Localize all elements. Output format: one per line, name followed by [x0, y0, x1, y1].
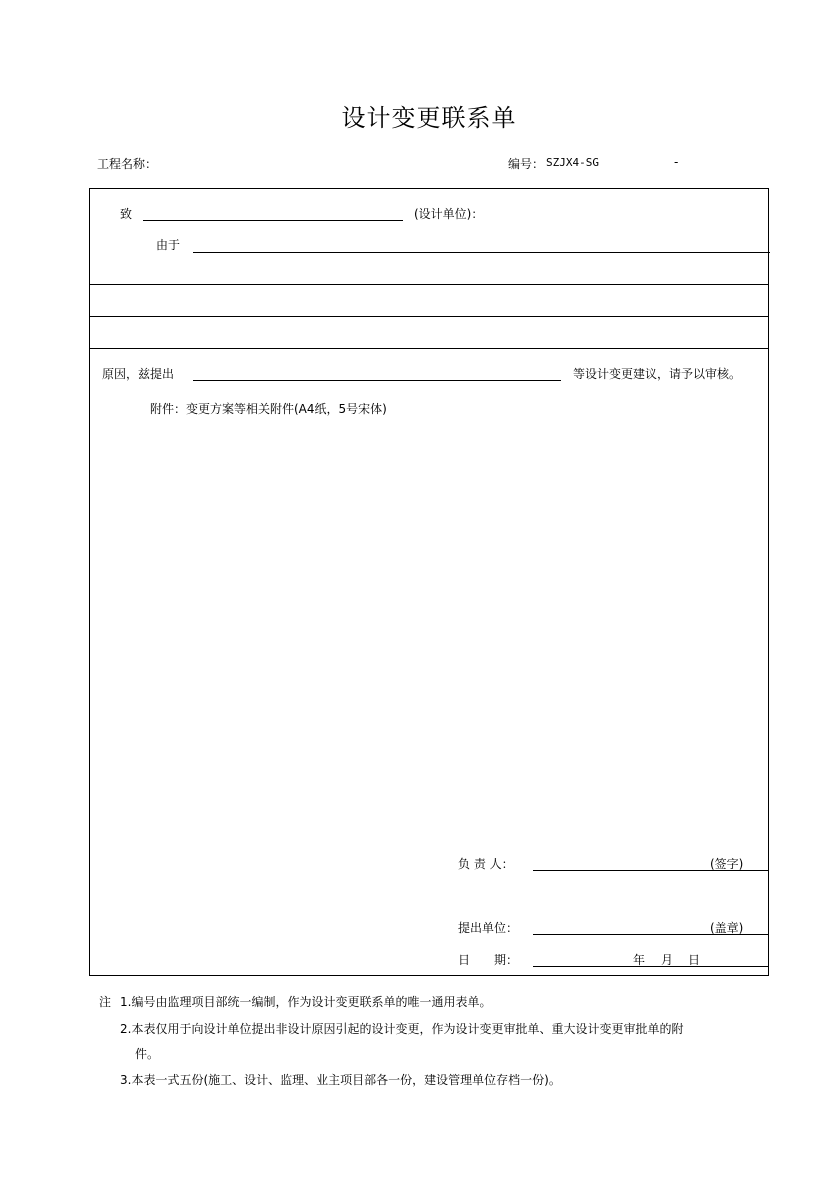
- submit-unit-label: 提出单位：: [458, 921, 519, 935]
- sign-label: (签字): [710, 857, 744, 871]
- note-item: 1.编号由监理项目部统一编制，作为设计变更联系单的唯一通用表单。: [120, 995, 492, 1009]
- because-label: 由于: [156, 238, 181, 252]
- because-underline: [193, 252, 770, 253]
- project-name-label: 工程名称：: [97, 157, 158, 171]
- row-divider-2: [90, 316, 768, 317]
- row-divider-3: [90, 348, 768, 349]
- attachment-label: 附件：变更方案等相关附件(A4纸，5号宋体): [150, 402, 387, 416]
- date-label: 日 期：: [458, 953, 519, 967]
- note-item: 2.本表仅用于向设计单位提出非设计原因引起的设计变更，作为设计变更审批单、重大设计变更审批单的附: [120, 1022, 684, 1036]
- reason-label: 原因，兹提出: [102, 367, 175, 381]
- date-underline: [533, 966, 769, 967]
- number-label: 编号：: [508, 157, 545, 171]
- suggestion-label: 等设计变更建议，请予以审核。: [573, 367, 742, 381]
- date-year: 年: [633, 953, 646, 967]
- row-divider-1: [90, 284, 768, 285]
- form-box: [89, 188, 769, 976]
- reason-underline: [193, 380, 561, 381]
- date-month: 月: [661, 953, 674, 967]
- note-item: 3.本表一式五份(施工、设计、监理、业主项目部各一份，建设管理单位存档一份)。: [120, 1073, 561, 1087]
- seal-label: (盖章): [710, 921, 744, 935]
- to-underline: [143, 220, 403, 221]
- responsible-label: 负 责 人：: [458, 857, 514, 871]
- date-day: 日: [688, 953, 701, 967]
- form-title: 设计变更联系单: [341, 104, 517, 132]
- number-suffix: -: [674, 155, 679, 169]
- number-value: SZJX4-SG: [546, 156, 599, 169]
- notes-prefix: 注: [99, 995, 112, 1009]
- note-item: 件。: [135, 1047, 160, 1061]
- design-unit-label: (设计单位)：: [414, 207, 484, 221]
- to-label: 致: [120, 207, 133, 221]
